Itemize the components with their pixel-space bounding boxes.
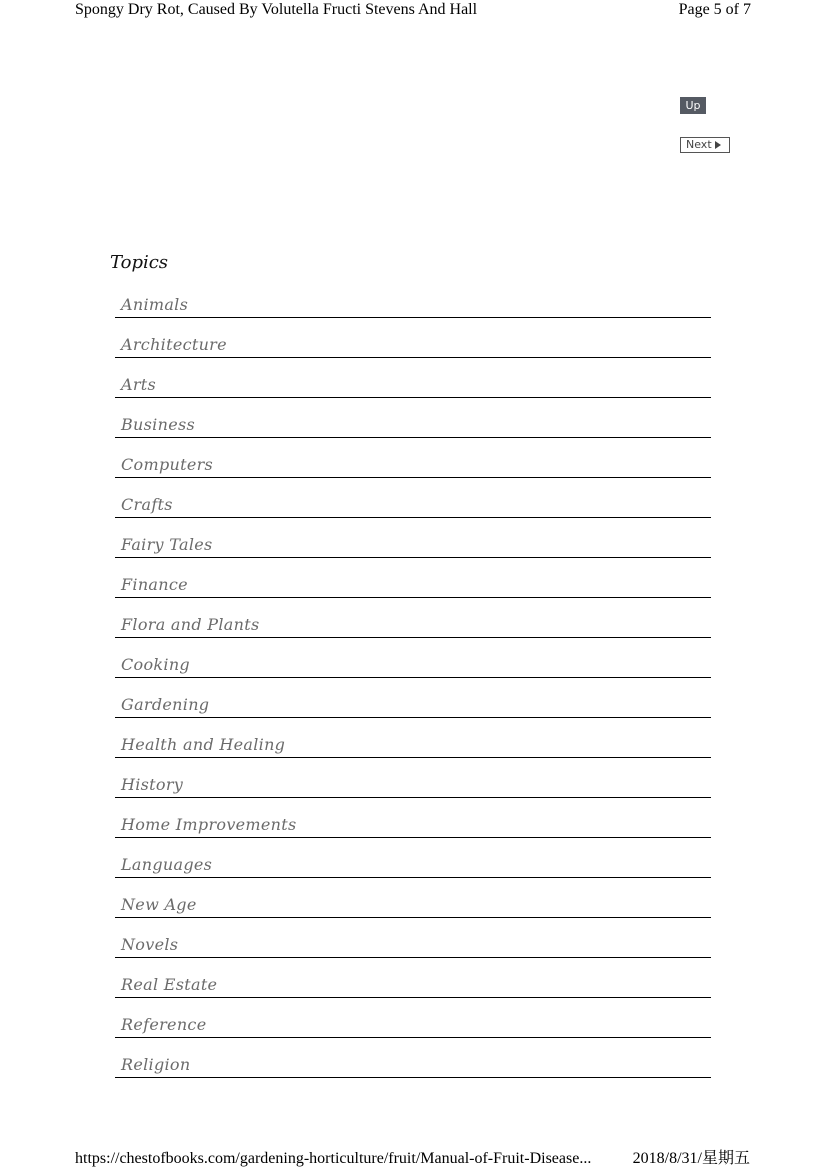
list-item (115, 318, 711, 358)
topic-link-languages[interactable]: Languages (121, 855, 213, 874)
topic-link-real-estate[interactable]: Real Estate (121, 975, 218, 994)
topic-link-health-and-healing[interactable]: Health and Healing (121, 735, 286, 754)
print-footer-date: 2018/8/31/星期五 (632, 1150, 750, 1167)
topic-link-reference[interactable]: Reference (121, 1015, 207, 1034)
topic-link-new-age[interactable]: New Age (121, 895, 197, 914)
topic-link-history[interactable]: History (121, 775, 184, 794)
topic-link-novels[interactable]: Novels (121, 935, 179, 954)
print-header-title: Spongy Dry Rot, Caused By Volutella Fructi Stevens And Hall (75, 1, 478, 18)
topic-link-arts[interactable]: Arts (121, 375, 157, 394)
list-item (115, 798, 711, 838)
topic-link-crafts[interactable]: Crafts (121, 495, 173, 514)
list-item (115, 878, 711, 918)
list-item (115, 678, 711, 718)
topic-link-home-improvements[interactable]: Home Improvements (121, 815, 297, 834)
topic-link-animals[interactable]: Animals (121, 295, 189, 314)
next-button[interactable] (680, 137, 730, 153)
list-item (115, 838, 711, 878)
topics-heading: Topics (110, 252, 169, 273)
topic-link-cooking[interactable]: Cooking (121, 655, 190, 674)
list-item (115, 998, 711, 1038)
topic-link-finance[interactable]: Finance (121, 575, 188, 594)
print-header-page-number: Page 5 of 7 (678, 1, 751, 18)
list-item (115, 438, 711, 478)
list-item (115, 718, 711, 758)
topic-link-architecture[interactable]: Architecture (121, 335, 227, 354)
list-item (115, 918, 711, 958)
list-item (115, 358, 711, 398)
list-item (115, 558, 711, 598)
topic-link-business[interactable]: Business (121, 415, 195, 434)
list-item (115, 278, 711, 318)
list-item (115, 478, 711, 518)
topic-link-gardening[interactable]: Gardening (121, 695, 210, 714)
list-item (115, 638, 711, 678)
list-item (115, 598, 711, 638)
topic-link-computers[interactable]: Computers (121, 455, 214, 474)
next-button-label: Next (686, 138, 712, 151)
topic-link-fairy-tales[interactable]: Fairy Tales (121, 535, 213, 554)
triangle-right-icon (715, 141, 721, 149)
up-button[interactable] (680, 97, 706, 114)
print-footer-url: https://chestofbooks.com/gardening-horticulture/fruit/Manual-of-Fruit-Disease... (75, 1150, 592, 1167)
list-item (115, 758, 711, 798)
topic-link-flora-and-plants[interactable]: Flora and Plants (121, 615, 260, 634)
up-button-label: Up (685, 99, 701, 112)
topics-list (115, 278, 711, 1078)
list-item (115, 958, 711, 998)
topic-link-religion[interactable]: Religion (121, 1055, 191, 1074)
list-item (115, 1038, 711, 1078)
list-item (115, 398, 711, 438)
list-item (115, 518, 711, 558)
